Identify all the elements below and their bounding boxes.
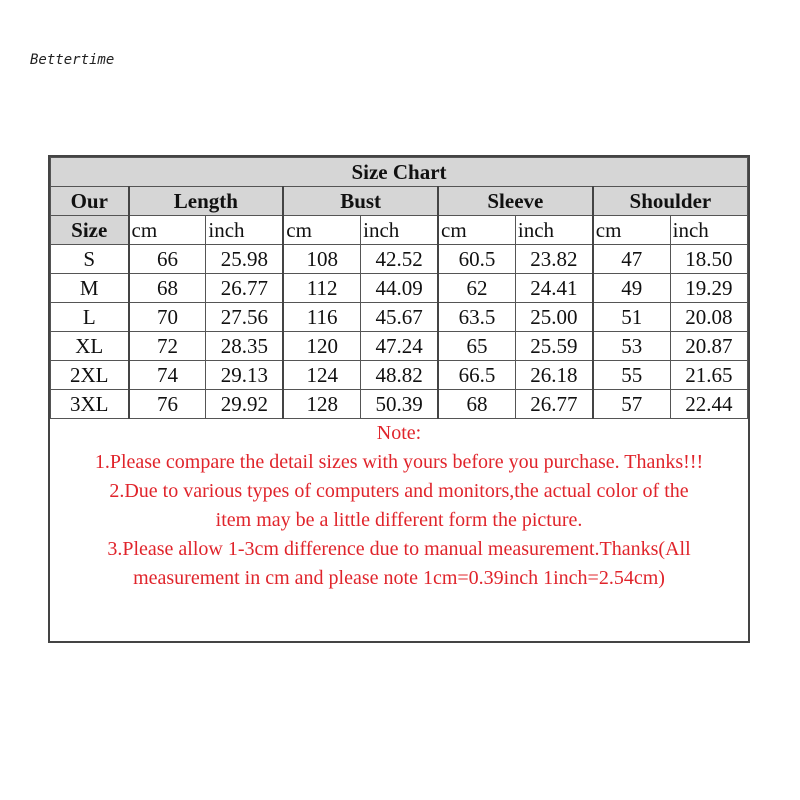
- measurement-cell: 65: [438, 332, 515, 361]
- table-row: [51, 332, 748, 361]
- measurement-cell: 25.59: [515, 332, 592, 361]
- measurement-cell: 49: [593, 274, 670, 303]
- measurement-cell: 116: [283, 303, 360, 332]
- measurement-cell: 108: [283, 245, 360, 274]
- measurement-cell: 128: [283, 390, 360, 419]
- size-chart-table: [50, 157, 748, 419]
- measurement-cell: 20.87: [670, 332, 747, 361]
- measurement-cell: 62: [438, 274, 515, 303]
- group-header-shoulder: Shoulder: [593, 187, 748, 216]
- size-chart-sheet: [48, 155, 750, 643]
- measurement-cell: 29.92: [206, 390, 283, 419]
- measurement-cell: 70: [129, 303, 206, 332]
- measurement-cell: 72: [129, 332, 206, 361]
- size-label: 2XL: [51, 361, 129, 390]
- size-rows: [51, 245, 748, 419]
- size-label: XL: [51, 332, 129, 361]
- measurement-cell: 47: [593, 245, 670, 274]
- unit-header: inch: [670, 216, 747, 245]
- note-line: measurement in cm and please note 1cm=0.39inch 1inch=2.54cm): [133, 567, 665, 589]
- measurement-cell: 28.35: [206, 332, 283, 361]
- measurement-cell: 68: [129, 274, 206, 303]
- table-title: Size Chart: [51, 158, 748, 187]
- group-header-sleeve: Sleeve: [438, 187, 593, 216]
- measurement-cell: 26.77: [206, 274, 283, 303]
- measurement-cell: 18.50: [670, 245, 747, 274]
- size-header-bottom: Size: [51, 216, 129, 245]
- measurement-cell: 42.52: [361, 245, 438, 274]
- unit-header: cm: [593, 216, 670, 245]
- measurement-cell: 66: [129, 245, 206, 274]
- measurement-cell: 124: [283, 361, 360, 390]
- measurement-cell: 21.65: [670, 361, 747, 390]
- note-line: 3.Please allow 1-3cm difference due to manual measurement.Thanks(All: [107, 538, 691, 560]
- unit-header: inch: [361, 216, 438, 245]
- note-line: 1.Please compare the detail sizes with yours before you purchase. Thanks!!!: [94, 451, 704, 473]
- measurement-cell: 25.00: [515, 303, 592, 332]
- measurement-cell: 26.18: [515, 361, 592, 390]
- measurement-cell: 24.41: [515, 274, 592, 303]
- table-row: [51, 274, 748, 303]
- measurement-cell: 48.82: [361, 361, 438, 390]
- measurement-cell: 57: [593, 390, 670, 419]
- group-header-length: Length: [129, 187, 284, 216]
- measurement-cell: 50.39: [361, 390, 438, 419]
- measurement-cell: 68: [438, 390, 515, 419]
- measurement-cell: 74: [129, 361, 206, 390]
- measurement-cell: 20.08: [670, 303, 747, 332]
- notes-heading: Note:: [376, 422, 422, 444]
- measurement-cell: 45.67: [361, 303, 438, 332]
- note-line: 2.Due to various types of computers and monitors,the actual color of the: [109, 480, 689, 502]
- measurement-cell: 120: [283, 332, 360, 361]
- unit-header: inch: [206, 216, 283, 245]
- table-row: [51, 303, 748, 332]
- unit-header: cm: [283, 216, 360, 245]
- unit-header: cm: [438, 216, 515, 245]
- brand-watermark: Bettertime: [30, 52, 115, 68]
- measurement-cell: 29.13: [206, 361, 283, 390]
- size-label: 3XL: [51, 390, 129, 419]
- note-line: item may be a little different form the picture.: [215, 509, 583, 531]
- measurement-cell: 47.24: [361, 332, 438, 361]
- measurement-cell: 112: [283, 274, 360, 303]
- measurement-cell: 55: [593, 361, 670, 390]
- size-header-top: Our: [51, 187, 129, 216]
- size-label: L: [51, 303, 129, 332]
- unit-header: cm: [129, 216, 206, 245]
- measurement-cell: 53: [593, 332, 670, 361]
- notes-section: [50, 419, 748, 593]
- measurement-cell: 51: [593, 303, 670, 332]
- measurement-cell: 60.5: [438, 245, 515, 274]
- measurement-cell: 76: [129, 390, 206, 419]
- table-row: [51, 245, 748, 274]
- group-header-bust: Bust: [283, 187, 438, 216]
- table-row: [51, 390, 748, 419]
- measurement-cell: 26.77: [515, 390, 592, 419]
- measurement-cell: 63.5: [438, 303, 515, 332]
- measurement-cell: 22.44: [670, 390, 747, 419]
- size-label: S: [51, 245, 129, 274]
- table-row: [51, 361, 748, 390]
- measurement-cell: 19.29: [670, 274, 747, 303]
- measurement-cell: 27.56: [206, 303, 283, 332]
- measurement-cell: 66.5: [438, 361, 515, 390]
- measurement-cell: 44.09: [361, 274, 438, 303]
- measurement-cell: 23.82: [515, 245, 592, 274]
- unit-header: inch: [515, 216, 592, 245]
- measurement-cell: 25.98: [206, 245, 283, 274]
- size-label: M: [51, 274, 129, 303]
